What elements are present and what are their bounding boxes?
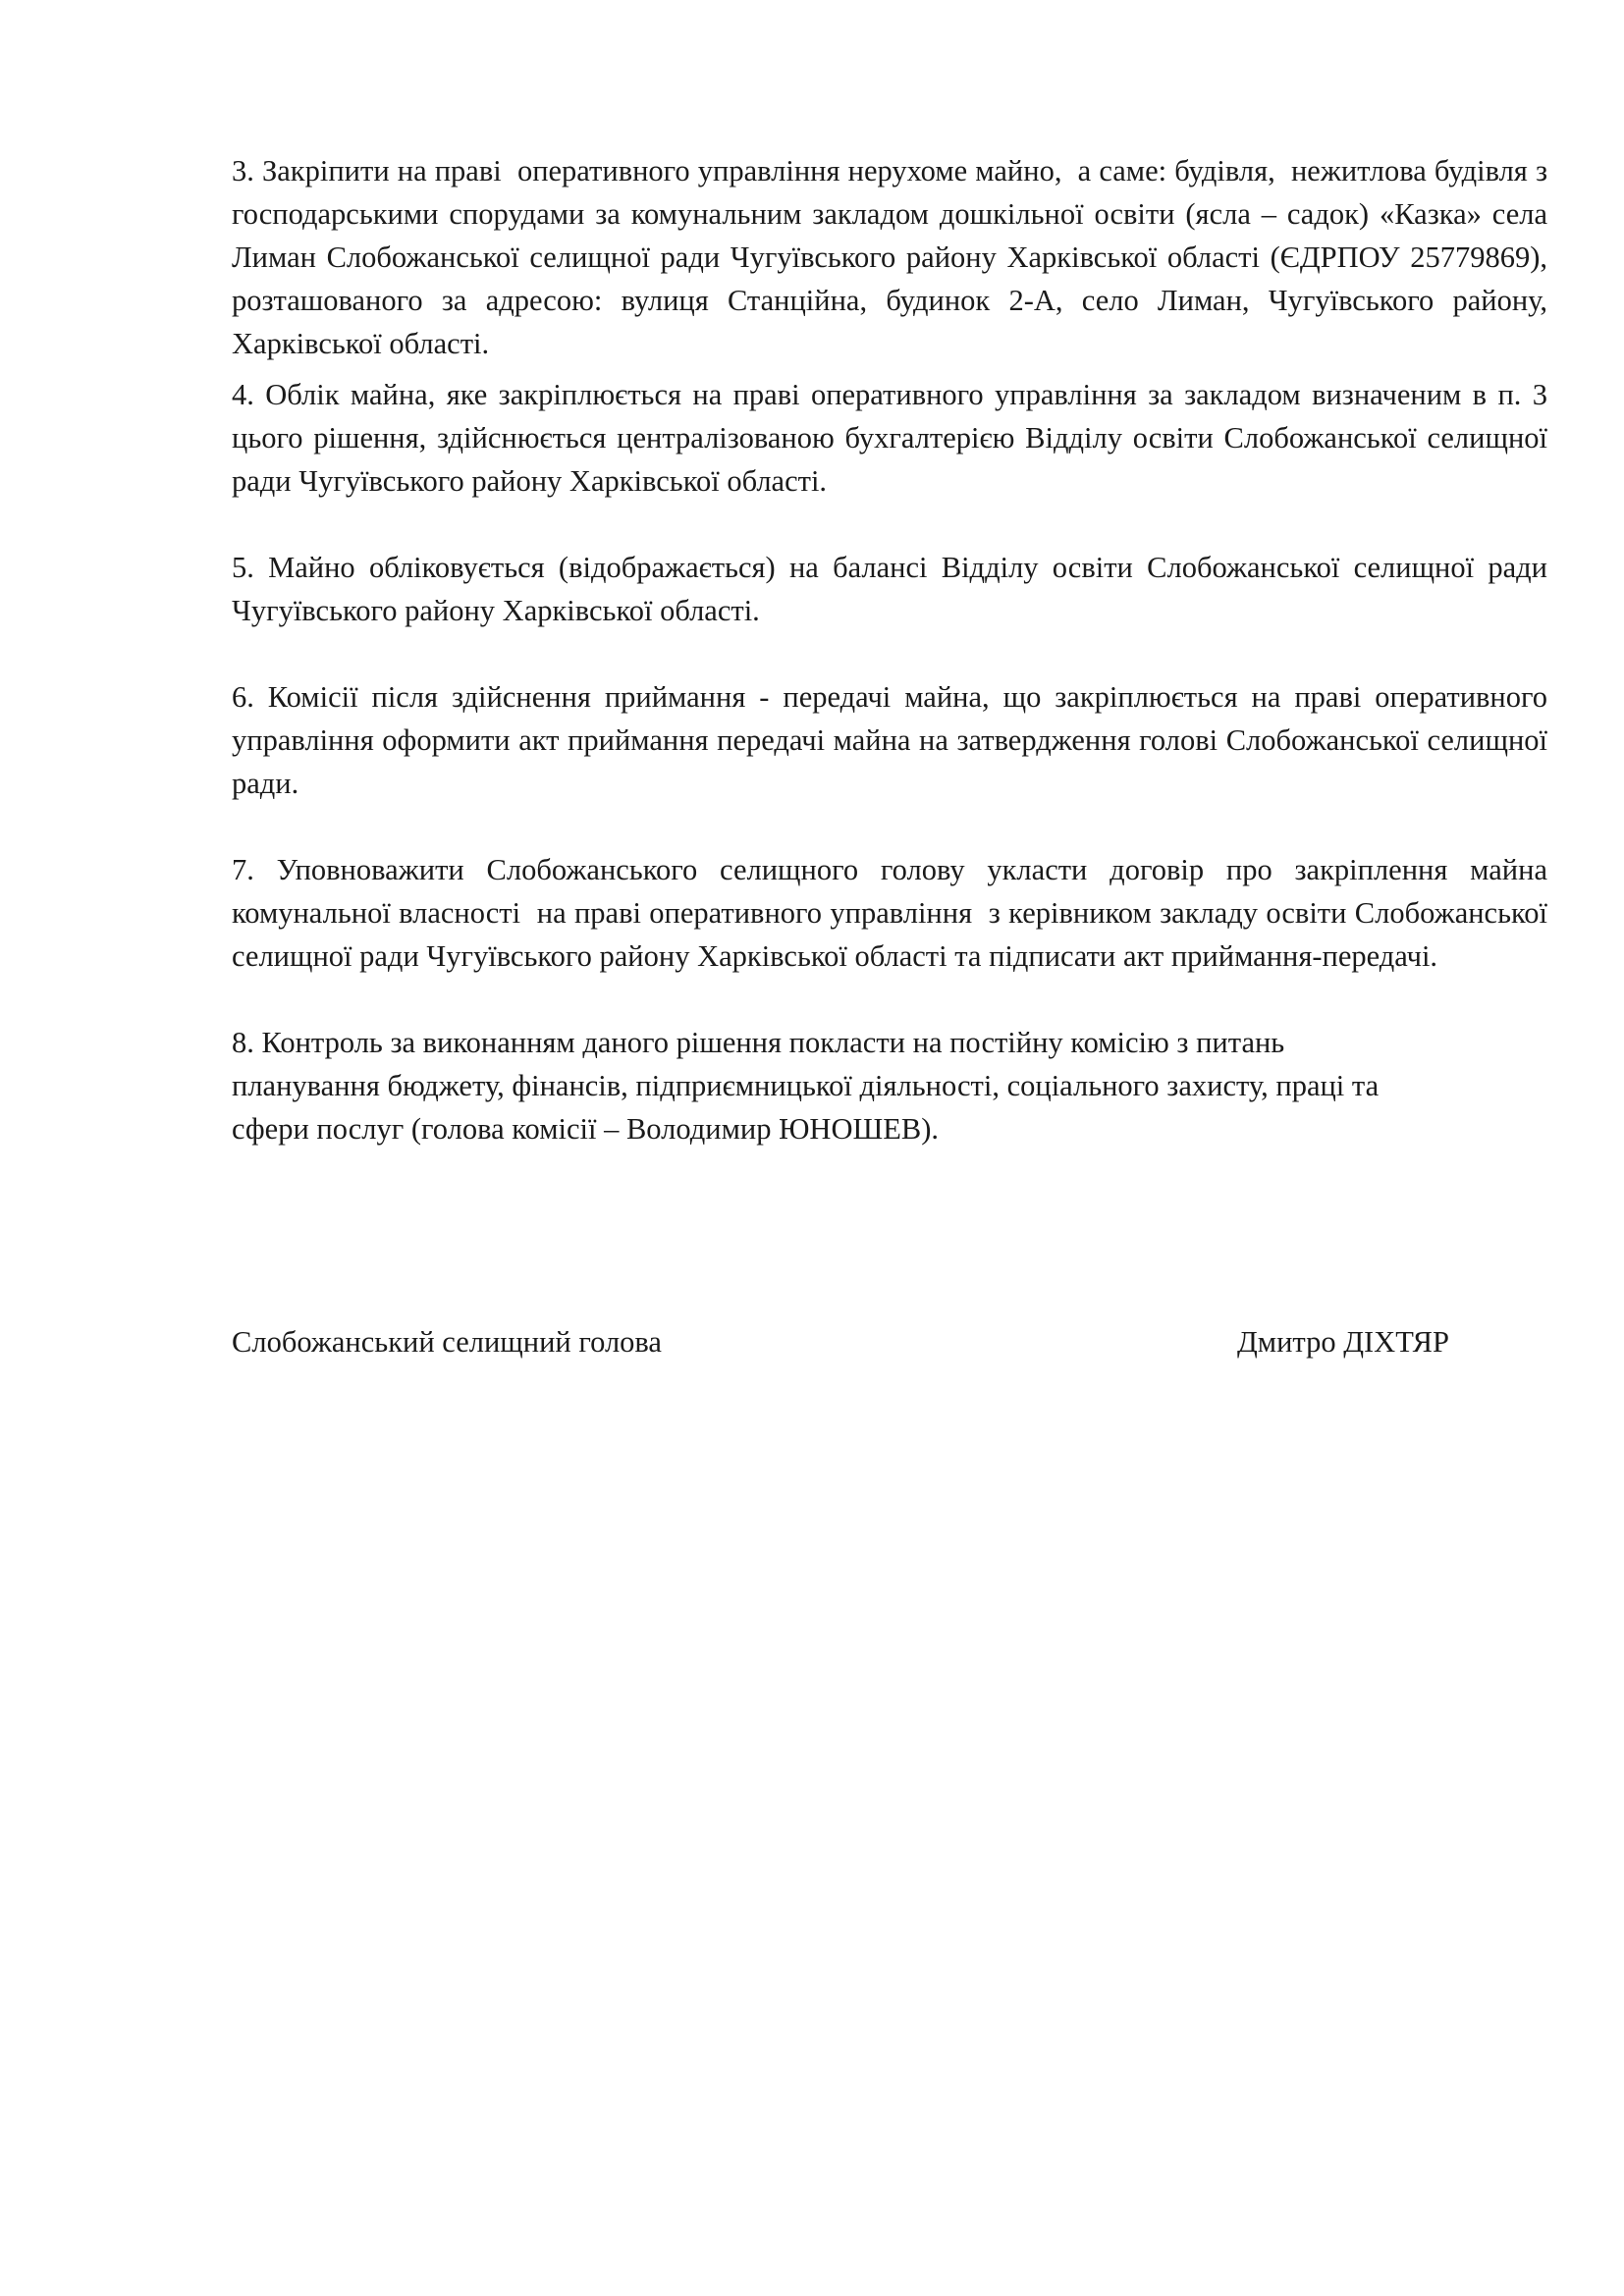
signatory-name: Дмитро ДІХТЯР bbox=[1236, 1325, 1449, 1359]
signatory-title: Слобожанський селищний голова bbox=[232, 1325, 662, 1359]
paragraph-6: 6. Комісії після здійснення приймання - передачі майна, що закріплюється на праві оперативного управління оформити акт приймання передачі майна на затвердження голові Слобожанської селищної ради. bbox=[232, 680, 1555, 800]
signature-block bbox=[232, 1320, 1449, 1363]
paragraph-7: 7. Уповноважити Слобожанського селищного голову укласти договір про закріплення майна комунальної власності на праві оперативного управління з керівником закладу освіти Слобожанської селищної ради Чугуївського району Харківської області та підписати акт приймання-передачі. bbox=[232, 853, 1555, 973]
document-body bbox=[232, 149, 1563, 1150]
paragraph-3: 3. Закріпити на праві оперативного управління нерухоме майно, а саме: будівля, нежитлова будівля з господарськими спорудами за комунальним закладом дошкільної освіти (ясла – садок) «Казка» села Лиман Слобожанської селищної ради Чугуївського району Харківської області (ЄДРПОУ 25779869), розташованого за адресою: вулиця Станційна, будинок 2-А, село Лиман, Чугуївського району, Харківської області. bbox=[232, 154, 1563, 360]
paragraph-5: 5. Майно обліковується (відображається) на балансі Відділу освіти Слобожанської селищної ради Чугуївського району Харківської області. bbox=[232, 551, 1555, 627]
paragraph-4: 4. Облік майна, яке закріплюється на праві оперативного управління за закладом визначеним в п. 3 цього рішення, здійснюється централізованою бухгалтерією Відділу освіти Слобожанської селищної ради Чугуївського району Харківської області. bbox=[232, 378, 1555, 498]
paragraph-8: 8. Контроль за виконанням даного рішення покласти на постійну комісію з питань планування бюджету, фінансів, підприємницької діяльності, соціального захисту, праці та сфери послуг (голова комісії – Володимир ЮНОШЕВ). bbox=[232, 1026, 1380, 1146]
